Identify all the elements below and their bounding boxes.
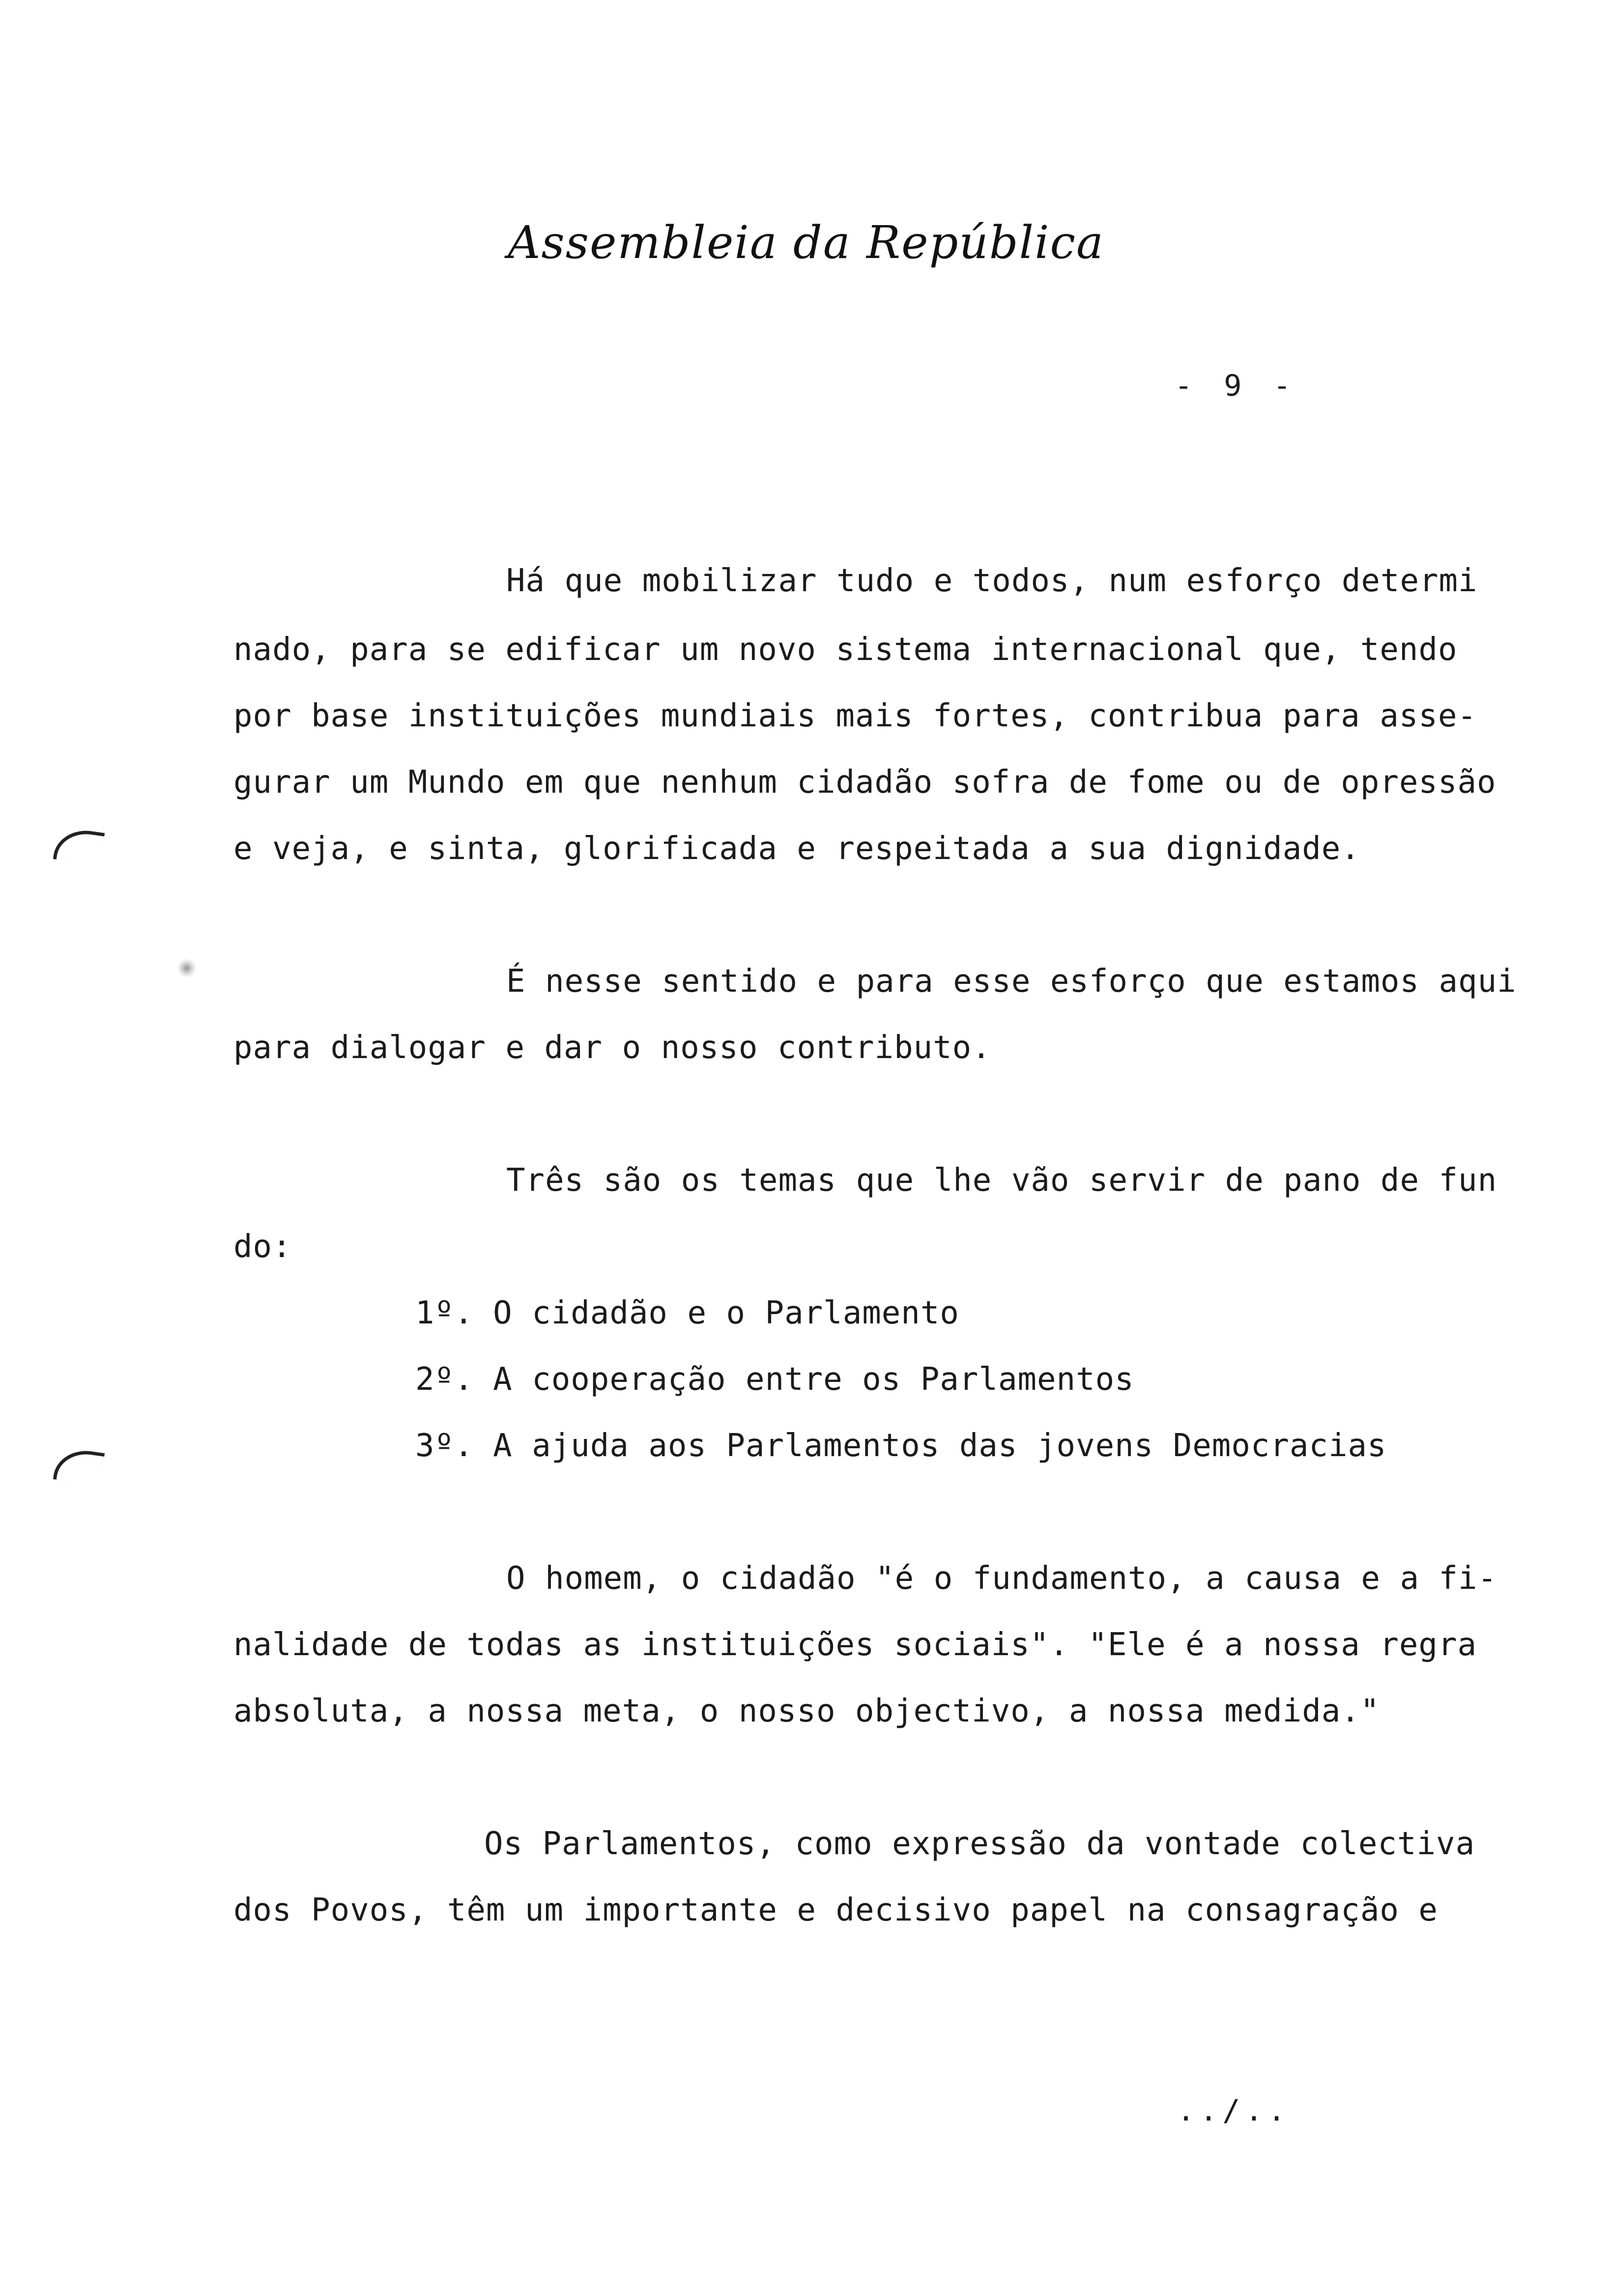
paragraph-line: gurar um Mundo em que nenhum cidadão sofra de fome ou de opressão bbox=[233, 764, 1497, 801]
paragraph-line: nalidade de todas as instituições sociais". "Ele é a nossa regra bbox=[233, 1627, 1477, 1663]
binder-hole-mark bbox=[53, 827, 105, 866]
paragraph-line: do: bbox=[233, 1229, 292, 1265]
paragraph-line: Os Parlamentos, como expressão da vontade colectiva bbox=[484, 1826, 1475, 1862]
theme-list-item: 2º. A cooperação entre os Parlamentos bbox=[415, 1361, 1134, 1398]
paragraph-line: Três são os temas que lhe vão servir de pano de fun bbox=[506, 1162, 1497, 1199]
paragraph-line: É nesse sentido e para esse esforço que estamos aqui bbox=[506, 963, 1517, 1000]
paragraph-line: nado, para se edificar um novo sistema internacional que, tendo bbox=[233, 631, 1458, 668]
letterhead-title: Assembleia da República bbox=[508, 216, 1104, 269]
binder-hole-mark bbox=[53, 1447, 105, 1486]
paragraph-line: e veja, e sinta, glorificada e respeitada a sua dignidade. bbox=[233, 831, 1360, 867]
paragraph-line: para dialogar e dar o nosso contributo. bbox=[233, 1030, 991, 1066]
theme-list-item: 1º. O cidadão e o Parlamento bbox=[415, 1295, 959, 1331]
scan-speck bbox=[177, 958, 197, 978]
paragraph-line: absoluta, a nossa meta, o nosso objectivo, a nossa medida." bbox=[233, 1693, 1380, 1729]
paragraph-line: por base instituições mundiais mais fortes, contribua para asse- bbox=[233, 698, 1477, 734]
paragraph-line: Há que mobilizar tudo e todos, num esforço determi bbox=[506, 563, 1478, 599]
paragraph-line: dos Povos, têm um importante e decisivo papel na consagração e bbox=[233, 1892, 1438, 1928]
paragraph-line: O homem, o cidadão "é o fundamento, a causa e a fi- bbox=[506, 1560, 1497, 1597]
page-number: - 9 - bbox=[1175, 369, 1298, 403]
theme-list-item: 3º. A ajuda aos Parlamentos das jovens Democracias bbox=[415, 1428, 1387, 1464]
continuation-mark: ../.. bbox=[1177, 2094, 1291, 2128]
